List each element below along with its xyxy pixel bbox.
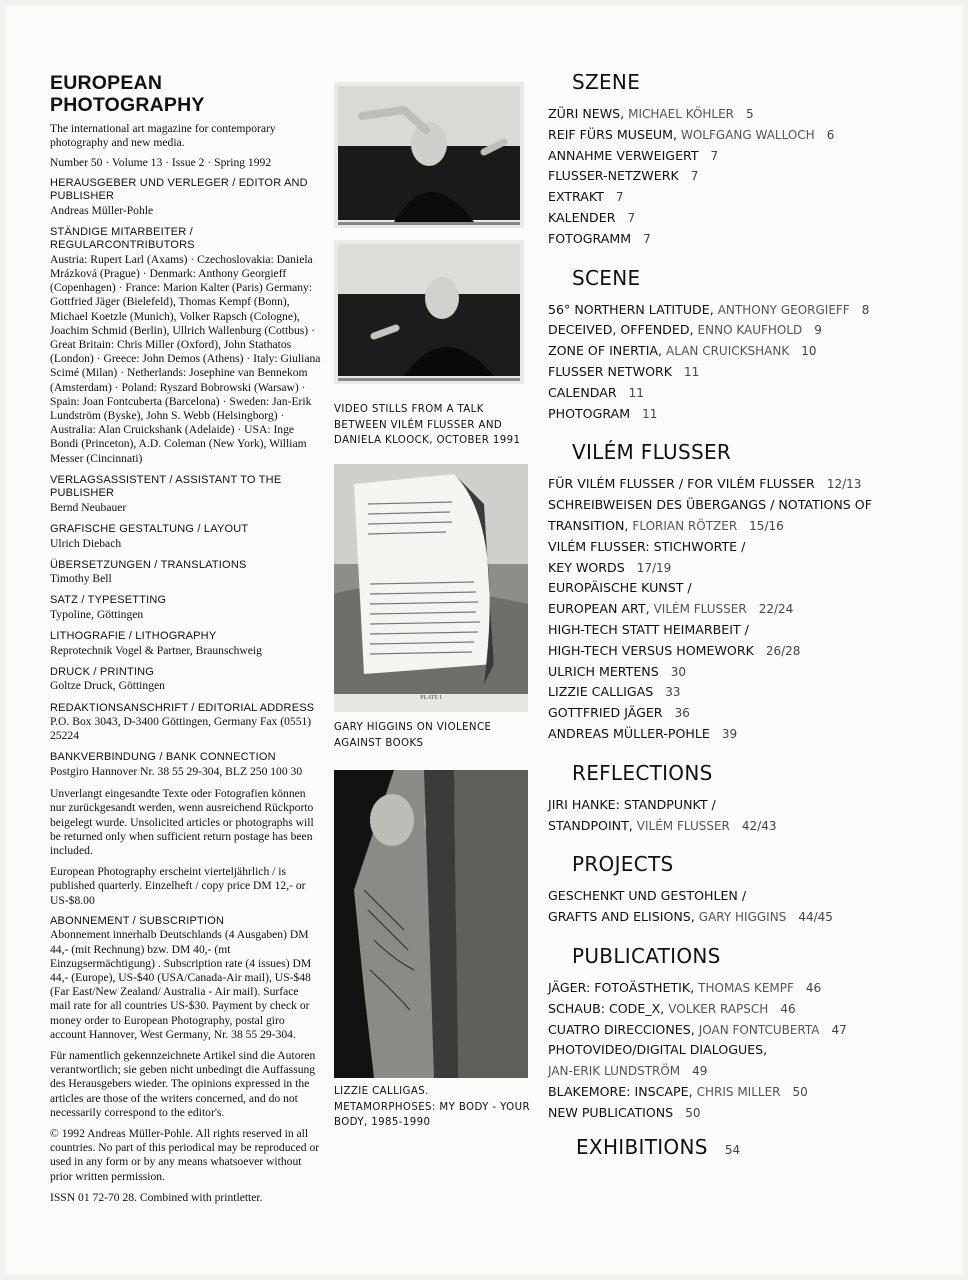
toc-entry-author: MICHAEL KÖHLER [628, 107, 735, 121]
toc-entry-page: 44/45 [798, 910, 833, 925]
toc-entry-page: 49 [692, 1064, 708, 1079]
toc-entry-author: GARY HIGGINS [698, 910, 787, 925]
calligas-caption: LIZZIE CALLIGAS. METAMORPHOSES: MY BODY - YOUR BODY, 1985-1990 [334, 1086, 530, 1128]
toc-entry-page: 46 [805, 980, 822, 995]
toc-section [548, 440, 918, 744]
toc-entry-author: WOLFGANG WALLOCH [681, 127, 815, 142]
toc-entry-title: EUROPÄISCHE KUNST / [548, 580, 692, 596]
toc-section-title: SZENE [572, 70, 641, 94]
credit-block [50, 559, 322, 587]
video-still-1 [334, 82, 524, 228]
toc-entry-title: 56° NORTHERN LATITUDE, [548, 301, 714, 317]
toc-entry[interactable] [548, 795, 918, 816]
toc-entry-author: VILÉM FLUSSER [636, 818, 730, 833]
table-of-contents [548, 66, 918, 1159]
video-still-2 [334, 240, 524, 384]
toc-entry[interactable] [548, 474, 918, 495]
toc-entry-page: 5 [746, 107, 754, 121]
toc-entry-page: 8 [861, 302, 870, 317]
credit-body: Ulrich Diebach [50, 536, 122, 550]
toc-entry[interactable] [548, 166, 918, 187]
copyright-notice: © 1992 Andreas Müller-Pohle. All rights reserved in all countries. No part of this periodical may be reproduced or used in any form or by any means whatsoever without prior written permission. [50, 1126, 320, 1183]
toc-entry-title: FÜR VILÉM FLUSSER / FOR VILÉM FLUSSER [548, 476, 815, 492]
credit-body: Goltze Druck, Göttingen [50, 679, 165, 693]
toc-entry[interactable] [548, 1040, 918, 1061]
toc-entry-title: CALENDAR [548, 384, 617, 400]
subscription-heading: ABONNEMENT / SUBSCRIPTION [50, 914, 225, 927]
exhibitions-section[interactable] [548, 1135, 918, 1159]
toc-entry-title: ANDREAS MÜLLER-POHLE [548, 725, 710, 741]
toc-entry[interactable] [548, 578, 918, 599]
toc-entry-page: 11 [684, 364, 700, 379]
toc-list [548, 474, 918, 744]
unsolicited-notice: Unverlangt eingesandte Texte oder Fotografien können nur zurückgesandt werden, wenn ausreichend Rückporto beigelegt wurde. Unsolicited articles or photographs will be returned only when sufficient return postage has been included. [50, 787, 314, 857]
credit-heading: GRAFISCHE GESTALTUNG / LAYOUT [50, 523, 249, 536]
toc-list [548, 795, 918, 837]
toc-entry-title: EXTRAKT [548, 189, 604, 205]
credit-heading: VERLAGSASSISTENT / ASSISTANT TO THE PUBLISHER [50, 473, 282, 500]
toc-entry-author: VILÉM FLUSSER [653, 602, 747, 617]
toc-entry-title: SCHAUB: CODE_X, [548, 1000, 665, 1016]
toc-entry-page: 30 [670, 664, 686, 679]
toc-section [548, 944, 918, 1124]
plate-label: PLATE I [420, 695, 442, 701]
toc-entry-page: 15/16 [749, 518, 784, 533]
toc-entry[interactable] [548, 208, 918, 229]
toc-entry[interactable] [548, 104, 918, 125]
toc-entry-page: 46 [780, 1001, 796, 1016]
toc-list [548, 300, 918, 425]
toc-entry-title: KEY WORDS [548, 559, 625, 575]
credit-heading: BANKVERBINDUNG / BANK CONNECTION [50, 751, 276, 764]
toc-entry[interactable] [548, 125, 918, 146]
toc-entry[interactable] [548, 537, 918, 558]
opinions-notice: Für namentlich gekennzeichnete Artikel sind die Autoren verantwortlich; sie geben nicht unbedingt die Auffassung des Herausgebers wieder. The opinions expressed in the articles are those of the writers concerned, and do not necessarily correspond to the editor's. [50, 1048, 316, 1119]
toc-entry-title: NEW PUBLICATIONS [548, 1104, 674, 1120]
imprint-column [50, 72, 322, 1212]
credit-body: Timothy Bell [50, 572, 112, 586]
credit-block [50, 630, 322, 658]
toc-entry-page: 26/28 [765, 643, 801, 658]
toc-entry[interactable] [548, 1103, 918, 1124]
toc-entry-page: 10 [801, 344, 817, 359]
credits-list [50, 177, 322, 780]
toc-entry-title: JIRI HANKE: STANDPUNKT / [548, 796, 716, 812]
toc-entry-author: JAN-ERIK LUNDSTRÖM [548, 1064, 681, 1079]
toc-entry-author: ANTHONY GEORGIEFF [717, 302, 850, 317]
toc-entry-page: 33 [665, 685, 681, 700]
exhibitions-title: EXHIBITIONS [576, 1135, 708, 1160]
toc-section-title: SCENE [572, 265, 641, 290]
toc-entry-title: KALENDER [548, 209, 616, 225]
toc-section-title: REFLECTIONS [572, 760, 713, 785]
toc-entry-title: PHOTOGRAM [548, 405, 631, 421]
toc-entry[interactable] [548, 404, 918, 425]
credit-heading: LITHOGRAFIE / LITHOGRAPHY [50, 630, 217, 643]
toc-entry[interactable] [548, 599, 918, 620]
subscription-body: Abonnement innerhalb Deutschlands (4 Ausgaben) DM 44,- (mit Rechnung) bzw. DM 40,- (mt Einzugsermächtigung) . Subscription rate (4 issues) DM 44,- (Europe), US-$40 (USA/Canada-Air mail), US-$48 (Far East/New Zealand/ Australia - Air mail). Surface mail rate for all countries US-$30. Payment by check or money order to European Photography, postal giro account Hannover, West Germany, Nr. 38 55 29-304. [50, 928, 312, 1041]
toc-entry-title: VILÉM FLUSSER: STICHWORTE / [548, 538, 746, 554]
toc-entry[interactable] [548, 362, 918, 383]
toc-entry-title: DECEIVED, OFFENDED, [548, 322, 694, 338]
toc-entry-title: GRAFTS AND ELISIONS, [548, 909, 695, 925]
toc-entry-page: 12/13 [826, 477, 862, 492]
toc-entry-page: 50 [685, 1105, 701, 1120]
credit-heading: REDAKTIONSANSCHRIFT / EDITORIAL ADDRESS [50, 701, 315, 714]
toc-section [548, 266, 918, 425]
credit-block [50, 751, 322, 779]
toc-section-title: VILÉM FLUSSER [572, 440, 732, 465]
toc-entry-title: HIGH-TECH VERSUS HOMEWORK [548, 642, 754, 658]
toc-entry-author: JOAN FONTCUBERTA [698, 1022, 820, 1037]
toc-entry-title: PHOTOVIDEO/DIGITAL DIALOGUES, [548, 1042, 768, 1058]
toc-section [548, 70, 918, 250]
toc-entry[interactable] [548, 724, 918, 745]
credit-heading: STÄNDIGE MITARBEITER / REGULARCONTRIBUTORS [50, 225, 195, 252]
toc-entry[interactable] [548, 682, 918, 703]
credit-body: P.O. Box 3043, D-3400 Göttingen, Germany Fax (0551) 25224 [50, 715, 312, 743]
toc-list [548, 104, 918, 250]
toc-entry-page: 9 [814, 323, 822, 338]
issn-line: ISSN 01 72-70 28. Combined with printletter. [50, 1190, 263, 1204]
toc-entry[interactable] [548, 229, 918, 250]
toc-list [548, 978, 918, 1124]
toc-entry[interactable] [548, 1020, 918, 1041]
toc-section-title: PUBLICATIONS [572, 943, 721, 968]
toc-entry-page: 7 [710, 148, 719, 163]
credit-block [50, 177, 322, 218]
credit-body: Typoline, Göttingen [50, 607, 144, 621]
calligas-image [334, 770, 528, 1078]
credit-body: Postgiro Hannover Nr. 38 55 29-304, BLZ 250 100 30 [50, 764, 303, 778]
issue-line: Number 50 · Volume 13 · Issue 2 · Spring 1992 [50, 156, 272, 170]
toc-entry-title: FLUSSER NETWORK [548, 363, 672, 379]
toc-entry-page: 7 [690, 169, 699, 184]
credit-body: Reprotechnik Vogel & Partner, Braunschweig [50, 643, 262, 657]
toc-section [548, 852, 918, 928]
toc-entry-author: FLORIAN RÖTZER [632, 518, 738, 533]
quarterly-notice: European Photography erscheint vierteljährlich / is published quarterly. Einzelheft / copy price DM 12,- or US-$8.00 [50, 865, 306, 907]
toc-entry-page: 11 [642, 406, 658, 421]
toc-entry[interactable] [548, 662, 918, 683]
higgins-caption: GARY HIGGINS ON VIOLENCE AGAINST BOOKS [334, 722, 492, 749]
toc-entry-title: SCHREIBWEISEN DES ÜBERGANGS / NOTATIONS OF [548, 497, 872, 513]
toc-entry[interactable] [548, 886, 918, 907]
toc-entry[interactable] [548, 978, 918, 999]
toc-entry-page: 6 [826, 127, 835, 142]
credit-block [50, 666, 322, 694]
masthead-title: EUROPEAN PHOTOGRAPHY [50, 72, 205, 116]
credit-block [50, 523, 322, 551]
toc-entry-page: 7 [627, 210, 636, 225]
toc-entry[interactable] [548, 1061, 918, 1082]
toc-entry-page: 7 [615, 190, 624, 205]
toc-entry[interactable] [548, 1082, 918, 1103]
credit-heading: ÜBERSETZUNGEN / TRANSLATIONS [50, 558, 247, 571]
toc-entry[interactable] [548, 146, 918, 167]
toc-entry-author: ALAN CRUICKSHANK [666, 344, 790, 359]
toc-section [548, 761, 918, 837]
toc-entry-title: ZÜRI NEWS, [548, 106, 625, 121]
credit-block [50, 474, 322, 515]
toc-entry-author: VOLKER RAPSCH [668, 1001, 769, 1016]
toc-entry[interactable] [548, 999, 918, 1020]
toc-entry-title: BLAKEMORE: INSCAPE, [548, 1083, 693, 1099]
toc-entry-page: 39 [721, 726, 738, 741]
credit-block [50, 226, 322, 466]
masthead-subtitle: The international art magazine for contemporary photography and new media. [50, 122, 276, 150]
toc-entry[interactable] [548, 300, 918, 321]
credit-body: Andreas Müller-Pohle [50, 203, 154, 217]
toc-entry-title: ZONE OF INERTIA, [548, 343, 663, 359]
toc-entry[interactable] [548, 187, 918, 208]
credit-block [50, 702, 322, 744]
toc-entry[interactable] [548, 703, 918, 724]
toc-entry-title: GESCHENKT UND GESTOHLEN / [548, 888, 747, 904]
toc-sections [548, 70, 918, 1123]
credit-heading: HERAUSGEBER UND VERLEGER / EDITOR AND PUBLISHER [50, 176, 308, 203]
credit-block [50, 594, 322, 622]
toc-list [548, 886, 918, 928]
toc-entry-title: HIGH-TECH STATT HEIMARBEIT / [548, 621, 749, 637]
toc-entry-page: 11 [628, 385, 644, 400]
toc-entry-title: GOTTFRIED JÄGER [548, 705, 663, 721]
credit-body: Austria: Rupert Larl (Axams) · Czechoslovakia: Daniela Mrázková (Prague) · Denmark: Anthony Georgieff (Copenhagen) · France: Marion Kalter (Paris) Germany: Gottfried Jäger (Bielefeld), Thomas Kempf (Bonn), Michael Koetzle (Munich), Volker Rapsch (Cologne), Joachim Schmid (Berlin), Ullrich Wallenburg (Cottbus) · Great Britain: Chris Miller (Oxford), John Stathatos (London) · Greece: John Demos (Athens) · Italy: Giuliana Scimé (Milan) · Netherlands: Josephine van Bennekom (Amsterdam) · Poland: Ryszard Bobrowski (Warsaw) · Spain: Joan Fontcuberta (Barcelona) · Sweden: Jan-Erik Lundström (Byske), John S. Webb (Helsingborg) · Australia: Alan Cruickshank (Adelaide) · USA: Inge Bondi (Princeton), A.D. Coleman (New York), William Messer (Cincinnati) [50, 252, 321, 465]
toc-entry-page: 17/19 [636, 560, 672, 575]
toc-entry-title: LIZZIE CALLIGAS [548, 684, 654, 700]
toc-entry-page: 42/43 [741, 818, 777, 833]
toc-entry-page: 50 [792, 1084, 808, 1099]
toc-entry-title: JÄGER: FOTOÄSTHETIK, [548, 979, 695, 995]
toc-entry-author: ENNO KAUFHOLD [697, 323, 803, 338]
toc-entry-page: 22/24 [758, 602, 794, 617]
toc-entry-page: 36 [674, 706, 690, 721]
toc-entry-author: THOMAS KEMPF [698, 980, 794, 995]
toc-entry[interactable] [548, 641, 918, 662]
credit-heading: SATZ / TYPESETTING [50, 594, 167, 607]
toc-entry-title: FLUSSER-NETZWERK [548, 168, 679, 184]
toc-entry[interactable] [548, 816, 918, 837]
toc-entry-author: CHRIS MILLER [696, 1084, 781, 1099]
toc-entry[interactable] [548, 620, 918, 641]
toc-entry[interactable] [548, 320, 918, 341]
toc-entry[interactable] [548, 495, 918, 516]
toc-entry-title: FOTOGRAMM [548, 230, 632, 246]
credit-body: Bernd Neubauer [50, 500, 127, 514]
toc-entry-title: TRANSITION, [548, 517, 629, 533]
toc-entry-title: STANDPOINT, [548, 817, 633, 833]
toc-entry[interactable] [548, 341, 918, 362]
exhibitions-page: 54 [724, 1143, 741, 1158]
toc-entry-title: CUATRO DIRECCIONES, [548, 1021, 695, 1037]
toc-entry-title: EUROPEAN ART, [548, 601, 650, 617]
toc-entry-title: REIF FÜRS MUSEUM, [548, 126, 677, 142]
toc-entry[interactable] [548, 516, 918, 537]
toc-entry[interactable] [548, 907, 918, 928]
video-stills-caption: VIDEO STILLS FROM A TALK BETWEEN VILÉM FLUSSER AND DANIELA KLOOCK, OCTOBER 1991 [334, 404, 521, 446]
higgins-image [334, 464, 528, 712]
toc-entry-page: 7 [643, 231, 651, 246]
toc-entry[interactable] [548, 558, 918, 579]
toc-entry-title: ULRICH MERTENS [548, 663, 659, 679]
toc-entry[interactable] [548, 383, 918, 404]
toc-entry-page: 47 [831, 1022, 847, 1037]
toc-entry-title: ANNAHME VERWEIGERT [548, 147, 699, 163]
credit-heading: DRUCK / PRINTING [50, 665, 155, 678]
toc-section-title: PROJECTS [572, 852, 674, 877]
